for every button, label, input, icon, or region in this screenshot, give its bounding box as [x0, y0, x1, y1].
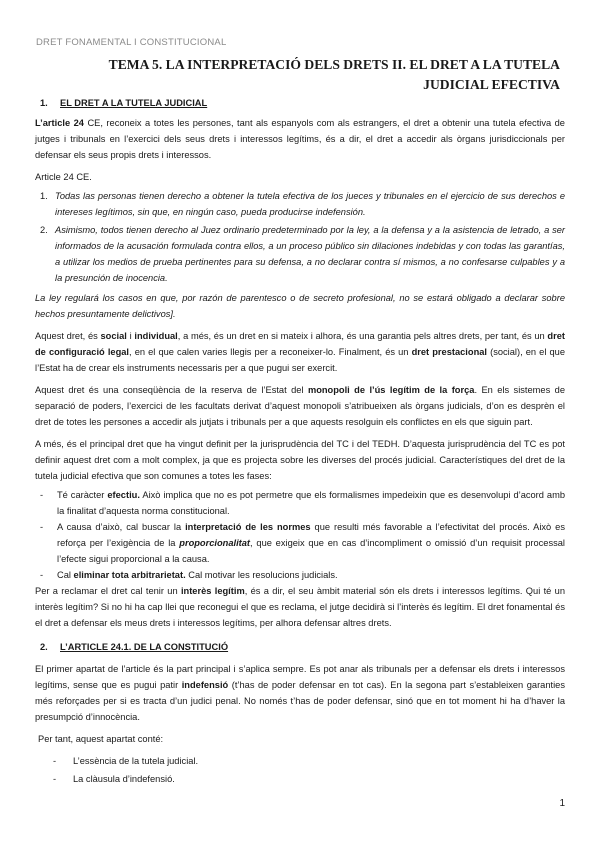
dash: -	[40, 570, 44, 580]
document-body	[35, 95, 565, 793]
section-1-heading	[40, 95, 565, 111]
paragraph-5	[35, 583, 565, 631]
dash: -	[40, 522, 44, 532]
text: Cal	[57, 570, 74, 580]
text: Això implica que no es pot permetre que els formalismes impedeixin que es desenvolupi d’acord amb la finalitat d’aquesta norma constitucional.	[57, 490, 565, 516]
paragraph-6	[35, 661, 565, 725]
section-2-number: 2.	[40, 642, 48, 652]
text: i	[126, 331, 135, 341]
dash: -	[40, 490, 44, 500]
characteristic-item	[35, 567, 565, 583]
text: A causa d’això, cal buscar la	[57, 522, 186, 532]
title-line-1: TEMA 5. LA INTERPRETACIÓ DELS DRETS II. EL DRET A LA TUTELA	[108, 57, 560, 72]
article-label: Article 24 CE.	[35, 172, 92, 182]
contains-list	[35, 753, 565, 787]
text: , en el que calen varies llegis per a reconeixer-lo. Finalment, és un	[129, 347, 412, 357]
text: (t’has de poder defensar en tot cas). En la segona part s’estableixen garanties més reforçades per si es tracta d’un judici penal. No només t’has de poder defensar, sinó que en tot moment hi ha d’haver la presumpció d’innocència.	[35, 680, 565, 722]
bold-monopoli: monopoli de l’ús legítim de la força	[307, 385, 475, 395]
text: , a més, és un dret en si mateix i alhora, és una garantia pels altres drets, per tant, és un	[177, 331, 548, 341]
text: , que exigeix que en cas d’incompliment o omissió d’un requisit processal l’efecte sigui proporcional a la causa.	[57, 538, 565, 564]
dash: -	[53, 774, 57, 784]
bold-italic-term: proporcionalitat	[179, 538, 251, 548]
item-text: Asimismo, todos tienen derecho al Juez ordinario predeterminado por la ley, a la defensa y a la asistencia de letrado, a ser informados de la acusación formulada contra ellos, a un proceso público sin dilaciones indebidas y con todas las garantías, a utilizar los medios de prueba pertinentes para su defensa, a no declarar contra sí mismos, a no confesarse culpables y a la presunción de inocencia.	[55, 225, 565, 283]
article-item-2	[35, 222, 565, 286]
text: El primer apartat de l’article és la part principal i s’aplica sempre. Es pot anar als tribunals per a defensar els drets i interessos legítims, sense que es pugui patir	[35, 664, 565, 690]
paragraph-1-text: CE, reconeix a totes les persones, tant als espanyols com als estrangers, el dret a obtenir una tutela efectiva de jutges i tribunals en l’exercici dels seus drets i interessos legítims, és a dir, el dret a accedir als òrgans jurisdiccionals per defensar els seus propis drets i interessos.	[35, 118, 565, 160]
paragraph-2	[35, 328, 565, 376]
article-24-lead: L’article 24	[35, 118, 84, 128]
text: . En els sistemes de separació de poders, l’exercici de les facultats derivat d’aquest monopoli s’atribueixen als òrgans judicials, d’on es desprèn el dret de totes les persones a accedir als jutjats i tribunals per a que aquests resolguin els conflictes en els que siguin part.	[35, 385, 565, 427]
characteristics-list	[35, 487, 565, 583]
bold-term: efectiu.	[107, 490, 140, 500]
article-tail: La ley regulará los casos en que, por razón de parentesco o de secreto profesional, no se estará obligado a declarar sobre hechos presuntamente delictivos].	[35, 293, 565, 319]
section-2-title: L’ARTICLE 24.1. DE LA CONSTITUCIÓ	[60, 642, 229, 652]
text: , és a dir, el seu àmbit material són els drets i interessos legítims. Qui té un interès legítim? Si no hi ha cap llei que reconegui el que es reclama, el jutge decidirà si l’interès és legítim. El dret fonamental és el dret a defensar els meus drets i interessos legítims, per alhora defensar altres drets.	[35, 586, 566, 628]
bold-term: interpretació de les normes	[185, 522, 311, 532]
bold-social: social	[100, 331, 127, 341]
text: Aquest dret és una conseqüència de la reserva de l’Estat del	[35, 385, 308, 395]
contains-item	[35, 771, 565, 787]
text: Cal motivar les resolucions judicials.	[185, 570, 338, 580]
bold-configuracio: dret de configuració legal	[35, 331, 565, 357]
section-1-number: 1.	[40, 98, 48, 108]
paragraph-7: Per tant, aquest apartat conté:	[38, 734, 164, 744]
paragraph-1	[35, 115, 565, 163]
item-number: 2.	[40, 225, 48, 235]
bold-indefensio: indefensió	[181, 680, 229, 690]
text: La clàusula d’indefensió.	[73, 774, 175, 784]
bold-interes: interès legítim	[180, 586, 245, 596]
text: Aquest dret, és	[35, 331, 101, 341]
item-number: 1.	[40, 191, 48, 201]
text: L’essència de la tutela judicial.	[73, 756, 199, 766]
page-number: 1	[559, 798, 565, 809]
characteristic-item	[35, 519, 565, 567]
page-title	[80, 55, 560, 95]
running-header: DRET FONAMENTAL I CONSTITUCIONAL	[36, 37, 227, 48]
bold-prestacional: dret prestacional	[411, 347, 488, 357]
title-line-2: JUDICIAL EFECTIVA	[423, 77, 560, 92]
text: Per a reclamar el dret cal tenir un	[35, 586, 181, 596]
article-item-1	[35, 188, 565, 220]
item-text: Todas las personas tienen derecho a obtener la tutela efectiva de los jueces y tribunales en el ejercicio de sus derechos e intereses legítimos, sin que, en ningún caso, pueda producirse indefensión.	[55, 191, 565, 217]
characteristic-item	[35, 487, 565, 519]
text: (social), en el que l’Estat ha de crear els instruments necessaris per a que pugui ser exercit.	[35, 347, 566, 373]
paragraph-3	[35, 382, 565, 430]
article-24-list	[35, 188, 565, 286]
paragraph-4: A més, és el principal dret que ha vingut definit per la jurisprudència del TC i del TEDH. D’aquesta jurisprudència del TC es pot definir aquest dret com a molt complex, ja que es projecta sobre les diverses del procés judicial. Característiques del dret de la tutela judicial efectiva que son comunes a totes les fases:	[35, 439, 565, 481]
bold-term: eliminar tota arbitrarietat.	[73, 570, 186, 580]
bold-individual: individual	[134, 331, 178, 341]
text: Té caràcter	[57, 490, 108, 500]
dash: -	[53, 756, 57, 766]
contains-item	[35, 753, 565, 769]
text: que resulti més favorable a l’efectivitat del procés. Això es reforça per l’exigència de la	[57, 522, 565, 548]
section-2-heading	[40, 639, 565, 655]
section-1-title: EL DRET A LA TUTELA JUDICIAL	[60, 98, 208, 108]
